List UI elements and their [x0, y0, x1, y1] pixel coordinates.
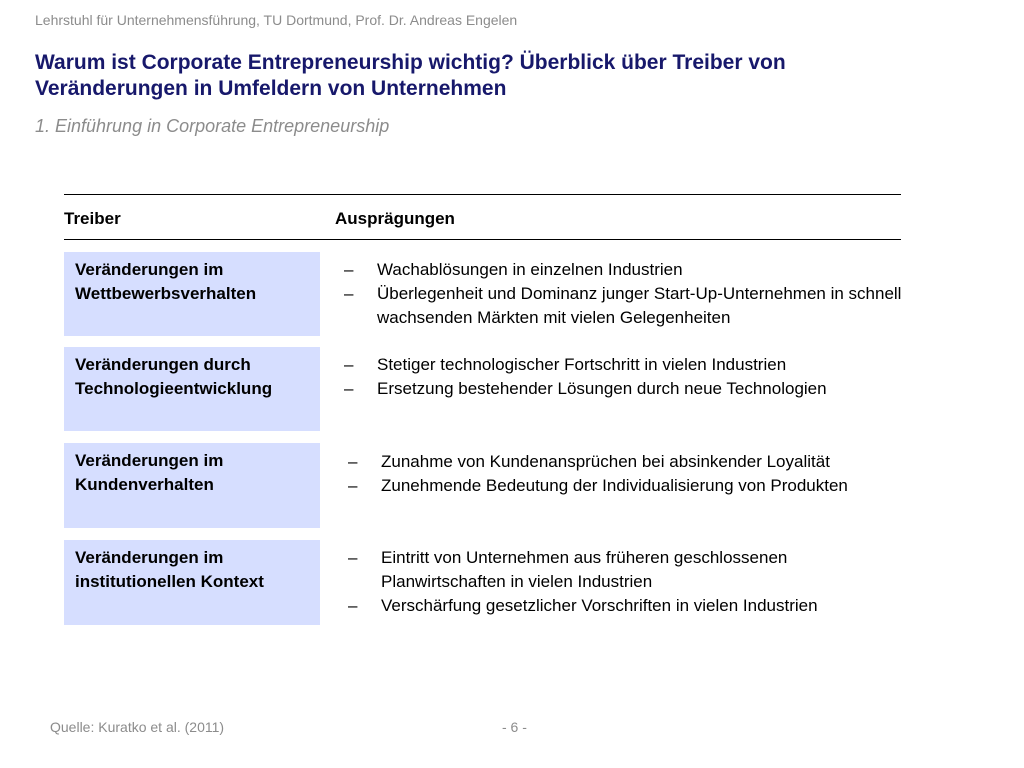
driver-box-customer [64, 443, 320, 528]
driver-box-institutional [64, 540, 320, 625]
driver-box-competition [64, 252, 320, 336]
bullet-text: Wachablösungen in einzelnen Industrien [377, 260, 683, 279]
slide-subtitle: 1. Einführung in Corporate Entrepreneurship [35, 116, 390, 136]
dash-marker: – [348, 476, 358, 495]
column-header-driver: Treiber [64, 209, 121, 228]
dash-marker: – [348, 596, 358, 615]
table-top-rule [64, 194, 901, 195]
driver-label-line-1: Veränderungen im [75, 548, 224, 567]
bullet-text: Zunehmende Bedeutung der Individualisierung von Produkten [381, 476, 848, 495]
driver-label-line-2: Kundenverhalten [75, 475, 214, 494]
bullet-list-competition [344, 258, 914, 330]
header-affiliation: Lehrstuhl für Unternehmensführung, TU Dortmund, Prof. Dr. Andreas Engelen [35, 12, 518, 28]
slide-title-line-2: Veränderungen in Umfeldern von Unternehmen [35, 77, 507, 100]
list-item [348, 474, 888, 498]
footer-page-number: - 6 - [502, 719, 527, 735]
bullet-text: Überlegenheit und Dominanz junger Start-Up-Unternehmen in schnell wachsenden Märkten mit vielen Gelegenheiten [377, 284, 902, 327]
column-header-characteristics: Ausprägungen [335, 209, 455, 228]
bullet-text: Eintritt von Unternehmen aus früheren geschlossenen Planwirtschaften in vielen Industrien [381, 548, 788, 591]
driver-label-line-2: institutionellen Kontext [75, 572, 264, 591]
list-item [344, 377, 914, 401]
table-header-rule [64, 239, 901, 240]
slide-title [35, 50, 935, 102]
driver-label-line-1: Veränderungen im [75, 260, 224, 279]
list-item [344, 353, 914, 377]
bullet-text: Stetiger technologischer Fortschritt in vielen Industrien [377, 355, 787, 374]
dash-marker: – [344, 379, 354, 398]
driver-label-line-1: Veränderungen durch [75, 355, 251, 374]
footer-source: Quelle: Kuratko et al. (2011) [50, 719, 225, 735]
bullet-list-institutional [348, 546, 888, 618]
bullet-list-technology [344, 353, 914, 401]
driver-label-line-1: Veränderungen im [75, 451, 224, 470]
list-item [348, 450, 888, 474]
dash-marker: – [344, 355, 354, 374]
dash-marker: – [348, 452, 358, 471]
list-item [344, 282, 914, 330]
bullet-text: Ersetzung bestehender Lösungen durch neue Technologien [377, 379, 827, 398]
list-item [344, 258, 914, 282]
bullet-list-customer [348, 450, 888, 498]
driver-label-line-2: Wettbewerbsverhalten [75, 284, 257, 303]
dash-marker: – [344, 260, 354, 279]
list-item [348, 594, 888, 618]
list-item [348, 546, 888, 594]
bullet-text: Verschärfung gesetzlicher Vorschriften in vielen Industrien [381, 596, 818, 615]
bullet-text: Zunahme von Kundenansprüchen bei absinkender Loyalität [381, 452, 830, 471]
dash-marker: – [348, 548, 358, 567]
driver-box-technology [64, 347, 320, 431]
slide-title-line-1: Warum ist Corporate Entrepreneurship wichtig? Überblick über Treiber von [35, 51, 786, 74]
dash-marker: – [344, 284, 354, 303]
driver-label-line-2: Technologieentwicklung [75, 379, 273, 398]
